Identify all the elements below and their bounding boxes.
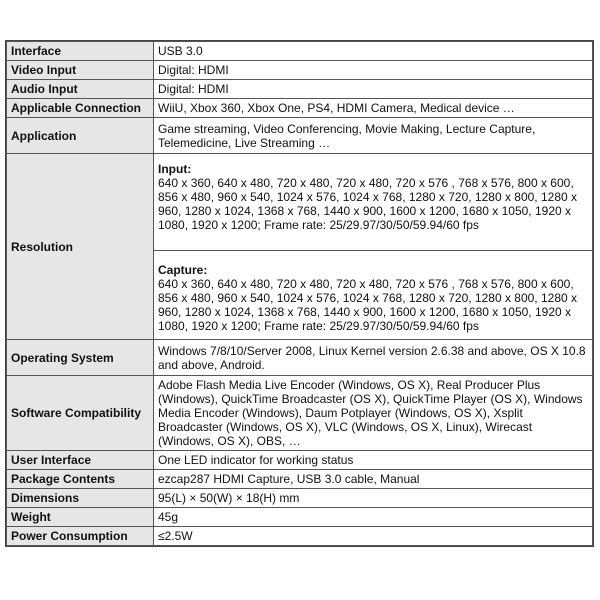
spec-value: ≤2.5W — [154, 527, 593, 546]
table-row — [7, 489, 593, 508]
spec-key: Applicable Connection — [7, 99, 154, 118]
table-row — [7, 61, 593, 80]
spec-key: User Interface — [7, 451, 154, 470]
spec-key: Audio Input — [7, 80, 154, 99]
table-row — [7, 340, 593, 376]
spec-key: Application — [7, 118, 154, 154]
spec-key: Operating System — [7, 340, 154, 376]
table-row — [7, 154, 593, 340]
resolution-capture-text: 640 x 360, 640 x 480, 720 x 480, 720 x 480, 720 x 576 , 768 x 576, 800 x 600, 856 x 480, 960 x 540, 1024 x 576, 1024 x 768, 1280 x 720, 1280 x 800, 1280 x 960, 1280 x 1024, 1368 x 768, 1440 x 900, 1600 x 1200, 1680 x 1050, 1920 x 1080, 1920 x 1200; Frame rate: 25/29.97/30/50/59.94/60 fps — [158, 277, 577, 333]
resolution-input-title: Input: — [158, 162, 192, 176]
spec-key: Software Compatibility — [7, 376, 154, 451]
spec-value: Digital: HDMI — [154, 61, 593, 80]
spec-value: ezcap287 HDMI Capture, USB 3.0 cable, Manual — [154, 470, 593, 489]
spec-value: USB 3.0 — [154, 42, 593, 61]
resolution-divider — [154, 250, 592, 251]
resolution-input-text: 640 x 360, 640 x 480, 720 x 480, 720 x 480, 720 x 576 , 768 x 576, 800 x 600, 856 x 480, 960 x 540, 1024 x 576, 1024 x 768, 1280 x 720, 1280 x 800, 1280 x 960, 1280 x 1024, 1368 x 768, 1440 x 900, 1600 x 1200, 1680 x 1050, 1920 x 1080, 1920 x 1200; Frame rate: 25/29.97/30/50/59.94/60 fps — [158, 176, 577, 232]
table-row — [7, 527, 593, 546]
spec-value: Game streaming, Video Conferencing, Movie Making, Lecture Capture, Telemedicine, Live Streaming … — [154, 118, 593, 154]
spec-table-frame — [5, 40, 594, 547]
resolution-capture-title: Capture: — [158, 263, 208, 277]
spec-value: WiiU, Xbox 360, Xbox One, PS4, HDMI Camera, Medical device … — [154, 99, 593, 118]
table-row — [7, 470, 593, 489]
spec-value: One LED indicator for working status — [154, 451, 593, 470]
spec-value: 45g — [154, 508, 593, 527]
table-row — [7, 376, 593, 451]
table-row — [7, 42, 593, 61]
resolution-capture — [158, 261, 588, 335]
spec-table — [6, 41, 593, 546]
spec-value: Adobe Flash Media Live Encoder (Windows, OS X), Real Producer Plus (Windows), QuickTime Broadcaster (OS X), QuickTime Player (OS X), Windows Media Encoder (Windows), Daum Potplayer (Windows, OS X), Xsplit Broadcaster (Windows, OS X), VLC (Windows, OS X, Linux), Wirecast (Windows, OS X), OBS, … — [154, 376, 593, 451]
table-row — [7, 118, 593, 154]
spec-key: Power Consumption — [7, 527, 154, 546]
table-row — [7, 99, 593, 118]
spec-key: Package Contents — [7, 470, 154, 489]
spec-value: Digital: HDMI — [154, 80, 593, 99]
spec-key: Video Input — [7, 61, 154, 80]
spec-value: 95(L) × 50(W) × 18(H) mm — [154, 489, 593, 508]
spec-value: Windows 7/8/10/Server 2008, Linux Kernel version 2.6.38 and above, OS X 10.8 and above, Android. — [154, 340, 593, 376]
table-row — [7, 451, 593, 470]
spec-key: Interface — [7, 42, 154, 61]
spec-key: Dimensions — [7, 489, 154, 508]
resolution-input — [158, 160, 588, 234]
table-row — [7, 508, 593, 527]
spec-key: Weight — [7, 508, 154, 527]
table-row — [7, 80, 593, 99]
resolution-value — [154, 154, 593, 340]
spec-key: Resolution — [7, 154, 154, 340]
